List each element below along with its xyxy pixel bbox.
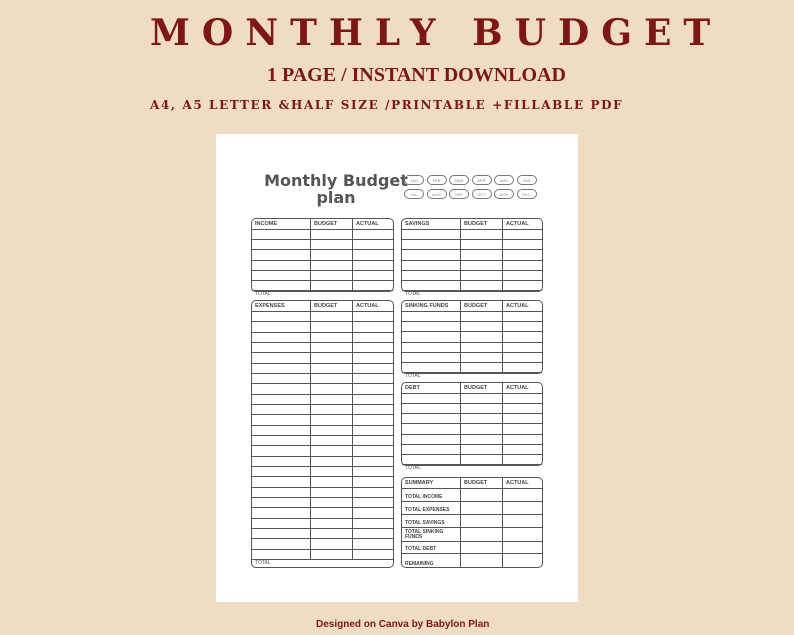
budget-header: BUDGET: [460, 383, 502, 393]
actual-cell[interactable]: [352, 322, 393, 331]
month-pill[interactable]: MAY: [494, 175, 514, 185]
summary-budget-cell[interactable]: [460, 489, 502, 501]
table-row: [252, 230, 393, 240]
budget-cell[interactable]: [460, 312, 502, 321]
budget-cell[interactable]: [310, 364, 352, 373]
budget-cell[interactable]: [310, 457, 352, 466]
month-pill[interactable]: APR: [472, 175, 492, 185]
table-row: [252, 250, 393, 260]
actual-cell[interactable]: [502, 261, 542, 270]
item-cell[interactable]: [252, 353, 310, 362]
budget-cell[interactable]: [310, 436, 352, 445]
total-label: TOTAL: [405, 373, 421, 380]
actual-cell[interactable]: [352, 405, 393, 414]
budget-cell[interactable]: [460, 353, 502, 362]
actual-cell[interactable]: [502, 240, 542, 249]
item-cell[interactable]: [402, 312, 460, 321]
debt-header: DEBT: [405, 385, 420, 391]
table-row: [402, 445, 542, 455]
table-row: [252, 322, 393, 332]
budget-cell[interactable]: [310, 467, 352, 476]
table-row: [252, 488, 393, 498]
budget-cell[interactable]: [310, 508, 352, 517]
income-table: [251, 218, 394, 298]
table-row: [252, 457, 393, 467]
actual-cell[interactable]: [352, 384, 393, 393]
budget-cell[interactable]: [310, 312, 352, 321]
table-row: [402, 271, 542, 281]
summary-row-label: REMAINING: [405, 561, 434, 567]
sinking-funds-header: SINKING FUNDS: [405, 303, 449, 309]
actual-cell[interactable]: [352, 539, 393, 548]
actual-cell[interactable]: [502, 445, 542, 454]
table-row: [402, 424, 542, 434]
item-cell[interactable]: [402, 271, 460, 280]
actual-cell[interactable]: [502, 281, 542, 290]
item-cell[interactable]: [252, 281, 310, 290]
item-cell[interactable]: [252, 405, 310, 414]
table-row: [252, 436, 393, 446]
actual-cell[interactable]: [352, 395, 393, 404]
item-cell[interactable]: [402, 250, 460, 259]
budget-cell[interactable]: [460, 445, 502, 454]
summary-row-label: TOTAL SINKING FUNDS: [405, 529, 444, 540]
summary-actual-cell[interactable]: [502, 502, 542, 514]
actual-cell[interactable]: [502, 250, 542, 259]
summary-budget-cell[interactable]: [460, 528, 502, 541]
item-cell[interactable]: [252, 271, 310, 280]
expenses-table: [251, 300, 394, 568]
item-cell[interactable]: [402, 281, 460, 290]
budget-cell[interactable]: [310, 240, 352, 249]
item-cell[interactable]: [402, 353, 460, 362]
budget-cell[interactable]: [310, 281, 352, 290]
budget-cell[interactable]: [310, 322, 352, 331]
table-row: [402, 250, 542, 260]
item-cell[interactable]: [252, 426, 310, 435]
table-row: [402, 343, 542, 353]
budget-cell[interactable]: [460, 271, 502, 280]
table-row: [252, 353, 393, 363]
table-row: [252, 477, 393, 487]
month-pill[interactable]: JUL: [404, 189, 424, 199]
budget-cell[interactable]: [460, 332, 502, 341]
actual-cell[interactable]: [502, 435, 542, 444]
total-label: TOTAL: [255, 559, 271, 566]
table-row: [252, 374, 393, 384]
summary-actual-cell[interactable]: [502, 489, 542, 501]
month-pill[interactable]: MAR: [449, 175, 469, 185]
month-pill[interactable]: JAN: [404, 175, 424, 185]
actual-cell[interactable]: [502, 455, 542, 464]
budget-cell[interactable]: [460, 281, 502, 290]
budget-cell[interactable]: [310, 477, 352, 486]
summary-row-label: TOTAL DEBT: [405, 546, 437, 552]
budget-cell[interactable]: [460, 404, 502, 413]
month-pill[interactable]: JUN: [517, 175, 537, 185]
item-cell[interactable]: [402, 230, 460, 239]
actual-cell[interactable]: [502, 353, 542, 362]
item-cell[interactable]: [402, 404, 460, 413]
actual-cell[interactable]: [352, 457, 393, 466]
table-row: [402, 281, 542, 291]
budget-cell[interactable]: [460, 240, 502, 249]
table-row: [252, 333, 393, 343]
item-cell[interactable]: [252, 312, 310, 321]
month-pill[interactable]: OCT: [472, 189, 492, 199]
table-row: [402, 261, 542, 271]
savings-header: SAVINGS: [405, 221, 430, 227]
table-row: [252, 467, 393, 477]
total-label: TOTAL: [405, 464, 421, 471]
table-row: [402, 322, 542, 332]
item-cell[interactable]: [252, 508, 310, 517]
table-row: [402, 312, 542, 322]
item-cell[interactable]: [252, 240, 310, 249]
banner-title: MONTHLY BUDGET: [150, 12, 723, 54]
total-row: [402, 291, 542, 298]
table-row: [252, 343, 393, 353]
table-row: [252, 261, 393, 271]
actual-cell[interactable]: [352, 312, 393, 321]
item-cell[interactable]: [402, 261, 460, 270]
total-label: TOTAL: [255, 291, 271, 298]
savings-table: [401, 218, 543, 298]
budget-cell[interactable]: [310, 498, 352, 507]
budget-cell[interactable]: [460, 363, 502, 372]
table-row: [402, 363, 542, 373]
actual-header: ACTUAL: [502, 219, 542, 229]
table-row: [252, 312, 393, 322]
item-cell[interactable]: [252, 519, 310, 528]
actual-cell[interactable]: [352, 446, 393, 455]
table-row: [252, 384, 393, 394]
budget-cell[interactable]: [460, 250, 502, 259]
item-cell[interactable]: [402, 435, 460, 444]
month-pill[interactable]: DEC: [517, 189, 537, 199]
item-cell[interactable]: [252, 498, 310, 507]
actual-header: ACTUAL: [502, 383, 542, 393]
table-row: [402, 435, 542, 445]
item-cell[interactable]: [252, 477, 310, 486]
budget-cell[interactable]: [310, 261, 352, 270]
income-header: INCOME: [255, 221, 277, 227]
actual-cell[interactable]: [502, 343, 542, 352]
actual-cell[interactable]: [352, 364, 393, 373]
actual-cell[interactable]: [502, 271, 542, 280]
actual-cell[interactable]: [502, 414, 542, 423]
item-cell[interactable]: [252, 343, 310, 352]
item-cell[interactable]: [252, 322, 310, 331]
budget-cell[interactable]: [460, 424, 502, 433]
planner-sheet: [216, 134, 578, 602]
item-cell[interactable]: [402, 424, 460, 433]
actual-cell[interactable]: [352, 343, 393, 352]
budget-cell[interactable]: [310, 333, 352, 342]
table-row: [252, 508, 393, 518]
table-row: [402, 414, 542, 424]
table-row: [252, 271, 393, 281]
budget-header: BUDGET: [460, 301, 502, 311]
table-row: [402, 404, 542, 414]
summary-budget-cell[interactable]: [460, 554, 502, 568]
item-cell[interactable]: [402, 332, 460, 341]
actual-cell[interactable]: [352, 498, 393, 507]
item-cell[interactable]: [252, 395, 310, 404]
total-label: TOTAL: [405, 291, 421, 298]
actual-cell[interactable]: [352, 436, 393, 445]
actual-cell[interactable]: [352, 426, 393, 435]
budget-cell[interactable]: [310, 415, 352, 424]
item-cell[interactable]: [252, 550, 310, 559]
actual-cell[interactable]: [352, 230, 393, 239]
budget-header: BUDGET: [460, 219, 502, 229]
actual-header: ACTUAL: [502, 478, 542, 488]
budget-cell[interactable]: [310, 426, 352, 435]
total-row: [252, 560, 393, 567]
actual-cell[interactable]: [352, 261, 393, 270]
table-row: [252, 415, 393, 425]
table-row: [252, 426, 393, 436]
month-selector: [404, 175, 544, 199]
item-cell[interactable]: [252, 384, 310, 393]
expenses-header: EXPENSES: [255, 303, 285, 309]
table-row: [252, 395, 393, 405]
item-cell[interactable]: [252, 446, 310, 455]
table-row: [252, 539, 393, 549]
actual-cell[interactable]: [352, 477, 393, 486]
total-row: [402, 373, 542, 380]
actual-cell[interactable]: [502, 424, 542, 433]
item-cell[interactable]: [252, 261, 310, 270]
budget-cell[interactable]: [310, 519, 352, 528]
actual-cell[interactable]: [502, 394, 542, 403]
month-pill[interactable]: AUG: [427, 189, 447, 199]
budget-cell[interactable]: [310, 446, 352, 455]
actual-cell[interactable]: [502, 322, 542, 331]
budget-cell[interactable]: [310, 353, 352, 362]
table-row: [252, 446, 393, 456]
sheet-title-line1: Monthly Budget: [264, 171, 408, 190]
summary-actual-cell[interactable]: [502, 554, 542, 568]
table-row: [252, 405, 393, 415]
actual-cell[interactable]: [502, 332, 542, 341]
item-cell[interactable]: [402, 455, 460, 464]
sheet-title-line2: plan: [316, 188, 356, 207]
item-cell[interactable]: [402, 322, 460, 331]
debt-table: [401, 382, 543, 471]
summary-table: [401, 477, 543, 568]
banner-sizes: A4, A5 LETTER &HALF SIZE /PRINTABLE +FILLABLE PDF: [150, 98, 624, 112]
budget-cell[interactable]: [310, 488, 352, 497]
budget-cell[interactable]: [310, 250, 352, 259]
item-cell[interactable]: [402, 445, 460, 454]
table-row: [402, 332, 542, 342]
item-cell[interactable]: [252, 467, 310, 476]
budget-cell[interactable]: [310, 230, 352, 239]
item-cell[interactable]: [252, 364, 310, 373]
table-row: [402, 230, 542, 240]
summary-header: SUMMARY: [405, 480, 434, 486]
total-row: [252, 291, 393, 298]
actual-cell[interactable]: [352, 519, 393, 528]
budget-cell[interactable]: [460, 230, 502, 239]
budget-cell[interactable]: [460, 394, 502, 403]
sinking-funds-table: [401, 300, 543, 380]
sheet-title: [256, 172, 416, 206]
actual-header: ACTUAL: [352, 301, 393, 311]
summary-row-label: TOTAL INCOME: [405, 494, 443, 500]
actual-cell[interactable]: [352, 271, 393, 280]
table-row: [252, 281, 393, 291]
actual-cell[interactable]: [502, 230, 542, 239]
budget-cell[interactable]: [310, 343, 352, 352]
footer-credit: Designed on Canva by Babylon Plan: [316, 619, 490, 630]
actual-cell[interactable]: [502, 404, 542, 413]
item-cell[interactable]: [252, 374, 310, 383]
actual-cell[interactable]: [352, 333, 393, 342]
summary-actual-cell[interactable]: [502, 542, 542, 553]
actual-cell[interactable]: [352, 488, 393, 497]
banner-subtitle: 1 PAGE / INSTANT DOWNLOAD: [267, 64, 566, 86]
budget-cell[interactable]: [310, 395, 352, 404]
summary-actual-cell[interactable]: [502, 528, 542, 541]
table-row: [252, 498, 393, 508]
budget-cell[interactable]: [310, 550, 352, 559]
actual-cell[interactable]: [352, 550, 393, 559]
month-pill[interactable]: FEB: [427, 175, 447, 185]
summary-actual-cell[interactable]: [502, 515, 542, 527]
item-cell[interactable]: [252, 436, 310, 445]
item-cell[interactable]: [402, 414, 460, 423]
item-cell[interactable]: [252, 529, 310, 538]
actual-cell[interactable]: [352, 415, 393, 424]
budget-cell[interactable]: [310, 529, 352, 538]
actual-cell[interactable]: [502, 363, 542, 372]
actual-header: ACTUAL: [352, 219, 393, 229]
table-row: [252, 550, 393, 560]
budget-header: BUDGET: [460, 478, 502, 488]
summary-row-label: TOTAL SAVINGS: [405, 520, 445, 526]
budget-cell[interactable]: [460, 414, 502, 423]
budget-cell[interactable]: [460, 455, 502, 464]
actual-cell[interactable]: [352, 240, 393, 249]
budget-cell[interactable]: [310, 384, 352, 393]
actual-header: ACTUAL: [502, 301, 542, 311]
item-cell[interactable]: [252, 230, 310, 239]
budget-header: BUDGET: [310, 301, 352, 311]
item-cell[interactable]: [402, 363, 460, 372]
table-row: [402, 353, 542, 363]
item-cell[interactable]: [402, 240, 460, 249]
item-cell[interactable]: [252, 415, 310, 424]
total-row: [402, 465, 542, 472]
actual-cell[interactable]: [502, 312, 542, 321]
actual-cell[interactable]: [352, 281, 393, 290]
item-cell[interactable]: [252, 457, 310, 466]
summary-budget-cell[interactable]: [460, 542, 502, 553]
actual-cell[interactable]: [352, 467, 393, 476]
table-row: [252, 519, 393, 529]
item-cell[interactable]: [402, 343, 460, 352]
item-cell[interactable]: [252, 488, 310, 497]
item-cell[interactable]: [252, 333, 310, 342]
summary-row-label: TOTAL EXPENSES: [405, 507, 450, 513]
item-cell[interactable]: [252, 250, 310, 259]
table-row: [252, 240, 393, 250]
summary-budget-cell[interactable]: [460, 502, 502, 514]
table-row: [402, 455, 542, 465]
actual-cell[interactable]: [352, 529, 393, 538]
actual-cell[interactable]: [352, 374, 393, 383]
table-row: [402, 394, 542, 404]
item-cell[interactable]: [402, 394, 460, 403]
table-row: [402, 240, 542, 250]
budget-cell[interactable]: [310, 374, 352, 383]
budget-cell[interactable]: [460, 343, 502, 352]
budget-cell[interactable]: [460, 261, 502, 270]
budget-cell[interactable]: [460, 435, 502, 444]
month-pill[interactable]: NOV: [494, 189, 514, 199]
table-row: [252, 364, 393, 374]
summary-budget-cell[interactable]: [460, 515, 502, 527]
budget-cell[interactable]: [310, 271, 352, 280]
item-cell[interactable]: [252, 539, 310, 548]
budget-cell[interactable]: [460, 322, 502, 331]
actual-cell[interactable]: [352, 508, 393, 517]
actual-cell[interactable]: [352, 353, 393, 362]
table-row: [252, 529, 393, 539]
budget-cell[interactable]: [310, 405, 352, 414]
month-pill[interactable]: SEP: [449, 189, 469, 199]
actual-cell[interactable]: [352, 250, 393, 259]
budget-cell[interactable]: [310, 539, 352, 548]
budget-header: BUDGET: [310, 219, 352, 229]
